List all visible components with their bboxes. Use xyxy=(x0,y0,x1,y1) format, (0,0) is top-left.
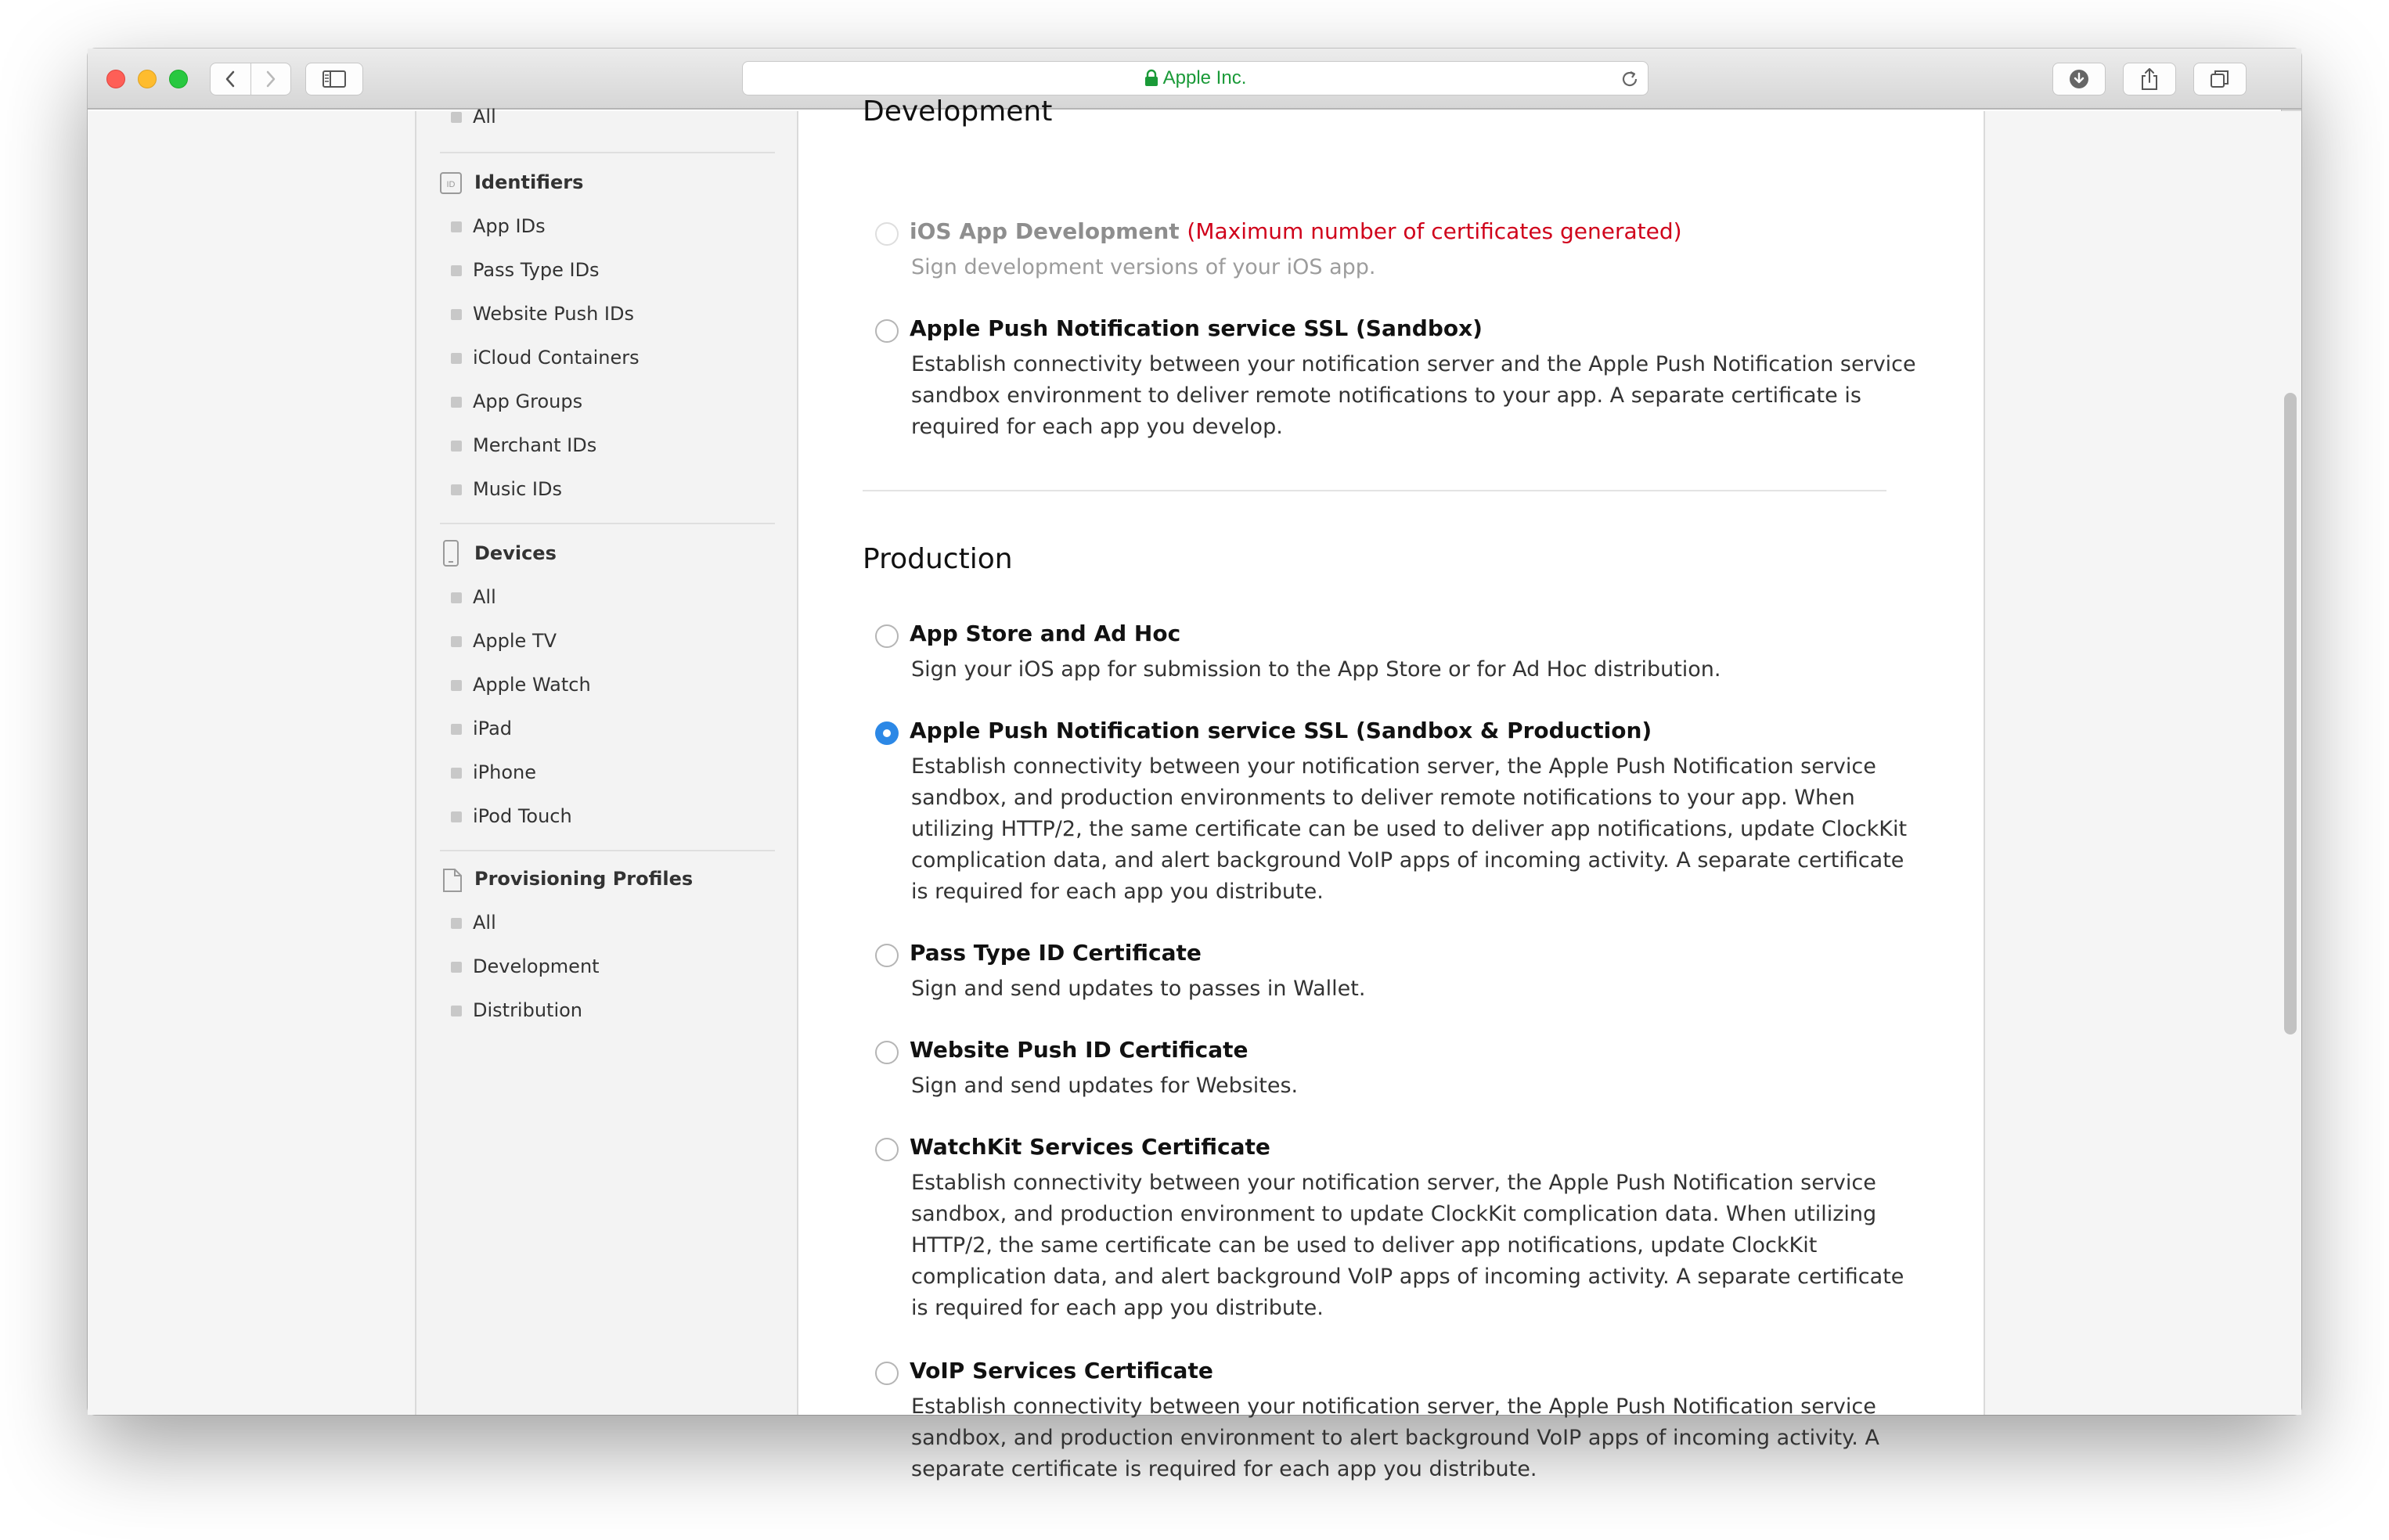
main-content xyxy=(798,95,1985,1481)
option-title-apns-sandbox-production[interactable]: Apple Push Notification service SSL (Sandbox & Production) xyxy=(910,718,1652,743)
sidebar-item-ipad[interactable]: iPad xyxy=(473,718,513,739)
close-window-button[interactable] xyxy=(106,70,125,88)
sidebar-item-profiles-all[interactable]: All xyxy=(473,912,496,934)
sidebar-item-music-ids[interactable]: Music IDs xyxy=(473,478,562,500)
downloads-button[interactable] xyxy=(2052,63,2106,95)
id-card-icon xyxy=(440,172,462,194)
option-title-app-store-ad-hoc[interactable]: App Store and Ad Hoc xyxy=(910,621,1181,646)
option-title-website-push-id[interactable]: Website Push ID Certificate xyxy=(910,1037,1249,1063)
production-section-title: Production xyxy=(863,543,1013,575)
option-desc-voip-services: Establish connectivity between your notification server, the Apple Push Notification service sandbox, and production environment to alert background VoIP apps of incoming activity. A separate certificate is required for each app you distribute. xyxy=(911,1394,1879,1481)
share-button[interactable] xyxy=(2123,63,2176,95)
option-desc-app-store-ad-hoc: Sign your iOS app for submission to the App Store or for Ad Hoc distribution. xyxy=(911,657,1721,682)
option-title-pass-type-id[interactable]: Pass Type ID Certificate xyxy=(910,940,1202,966)
chevron-left-icon xyxy=(224,70,236,88)
zoom-window-button[interactable] xyxy=(169,70,188,88)
development-section-title: Development xyxy=(863,95,1053,128)
document-icon xyxy=(443,869,462,892)
radio-ios-app-development xyxy=(875,222,899,246)
sidebar-divider xyxy=(440,523,775,524)
sidebar-divider xyxy=(440,152,775,153)
sidebar-item-icloud-containers[interactable]: iCloud Containers xyxy=(473,347,640,369)
sidebar-item-profiles-distribution[interactable]: Distribution xyxy=(473,999,583,1021)
radio-apns-sandbox-production[interactable] xyxy=(875,721,899,745)
tabs-icon xyxy=(2209,68,2231,90)
reload-icon[interactable] xyxy=(1620,69,1640,95)
sidebar-header-identifiers[interactable]: Identifiers xyxy=(474,171,584,193)
sidebar-divider xyxy=(440,850,775,851)
option-desc-apns-sandbox: Establish connectivity between your notification server and the Apple Push Notification service sandbox environment to deliver remote notifications to your app. A separate certificate is required for each app you develop. xyxy=(911,352,1916,439)
browser-toolbar xyxy=(88,49,2301,110)
sidebar-item-website-push-ids[interactable]: Website Push IDs xyxy=(473,303,634,325)
sidebar-item-merchant-ids[interactable]: Merchant IDs xyxy=(473,434,597,456)
option-desc-ios-app-development: Sign development versions of your iOS app. xyxy=(911,255,1376,279)
radio-watchkit-services[interactable] xyxy=(875,1138,899,1161)
sidebar-icon xyxy=(322,70,347,88)
address-bar[interactable] xyxy=(742,61,1649,95)
section-divider xyxy=(863,490,1886,491)
device-phone-icon xyxy=(443,540,459,567)
option-title-watchkit-services[interactable]: WatchKit Services Certificate xyxy=(910,1134,1270,1160)
page-viewport xyxy=(88,95,2301,1481)
sidebar-item-pass-type-ids[interactable]: Pass Type IDs xyxy=(473,259,600,281)
lock-icon xyxy=(1144,70,1158,87)
sidebar-item-certificates-all[interactable]: All xyxy=(473,106,496,128)
share-icon xyxy=(2139,67,2160,91)
sidebar xyxy=(415,106,798,1415)
option-desc-pass-type-id: Sign and send updates to passes in Wallet. xyxy=(911,977,1366,1001)
radio-pass-type-id[interactable] xyxy=(875,944,899,967)
radio-voip-services[interactable] xyxy=(875,1362,899,1385)
chevron-right-icon xyxy=(265,70,277,88)
option-desc-watchkit-services: Establish connectivity between your notification server, the Apple Push Notification service sandbox, and production environment to update ClockKit complication data. When utilizing HTTP/2, the same certificate can be used to deliver app notifications, update ClockKit complication data, and alert background VoIP apps of incoming activity. A separate certificate is required for each app you distribute. xyxy=(911,1171,1904,1320)
navigation-buttons xyxy=(210,63,291,95)
download-icon xyxy=(2068,68,2090,90)
sidebar-toggle-button[interactable] xyxy=(305,63,363,95)
option-desc-apns-sandbox-production: Establish connectivity between your notification server, the Apple Push Notification service sandbox, and production environments to deliver remote notifications to your app. When utilizing HTTP/2, the same certificate can be used to deliver app notifications, update ClockKit complication data, and alert background VoIP apps of incoming activity. A separate certificate is required for each app you distribute. xyxy=(911,754,1908,904)
browser-window xyxy=(88,49,2301,1481)
radio-app-store-ad-hoc[interactable] xyxy=(875,624,899,648)
radio-apns-sandbox[interactable] xyxy=(875,319,899,343)
sidebar-item-iphone[interactable]: iPhone xyxy=(473,761,537,783)
option-title-voip-services[interactable]: VoIP Services Certificate xyxy=(910,1358,1213,1383)
tabs-overview-button[interactable] xyxy=(2193,63,2247,95)
vertical-scrollbar[interactable] xyxy=(2284,393,2297,1034)
sidebar-item-app-groups[interactable]: App Groups xyxy=(473,390,583,412)
radio-website-push-id[interactable] xyxy=(875,1041,899,1064)
sidebar-item-profiles-development[interactable]: Development xyxy=(473,955,600,977)
forward-button[interactable] xyxy=(250,63,291,95)
sidebar-header-provisioning-profiles[interactable]: Provisioning Profiles xyxy=(474,868,694,890)
back-button[interactable] xyxy=(211,63,250,95)
option-title-ios-app-development: iOS App Development (Maximum number of certificates generated) xyxy=(910,218,1682,244)
sidebar-item-app-ids[interactable]: App IDs xyxy=(473,215,546,237)
sidebar-item-apple-tv[interactable]: Apple TV xyxy=(473,630,557,652)
minimize-window-button[interactable] xyxy=(138,70,157,88)
max-certificates-warning: (Maximum number of certificates generated) xyxy=(1187,218,1682,244)
svg-text:ID: ID xyxy=(446,180,456,189)
sidebar-item-apple-watch[interactable]: Apple Watch xyxy=(473,674,591,696)
sidebar-header-devices[interactable]: Devices xyxy=(474,542,557,564)
sidebar-item-ipod-touch[interactable]: iPod Touch xyxy=(473,805,572,827)
option-desc-website-push-id: Sign and send updates for Websites. xyxy=(911,1074,1299,1098)
sidebar-item-devices-all[interactable]: All xyxy=(473,586,496,608)
address-text: Apple Inc. xyxy=(1162,67,1247,88)
option-title-apns-sandbox[interactable]: Apple Push Notification service SSL (Sandbox) xyxy=(910,315,1483,341)
